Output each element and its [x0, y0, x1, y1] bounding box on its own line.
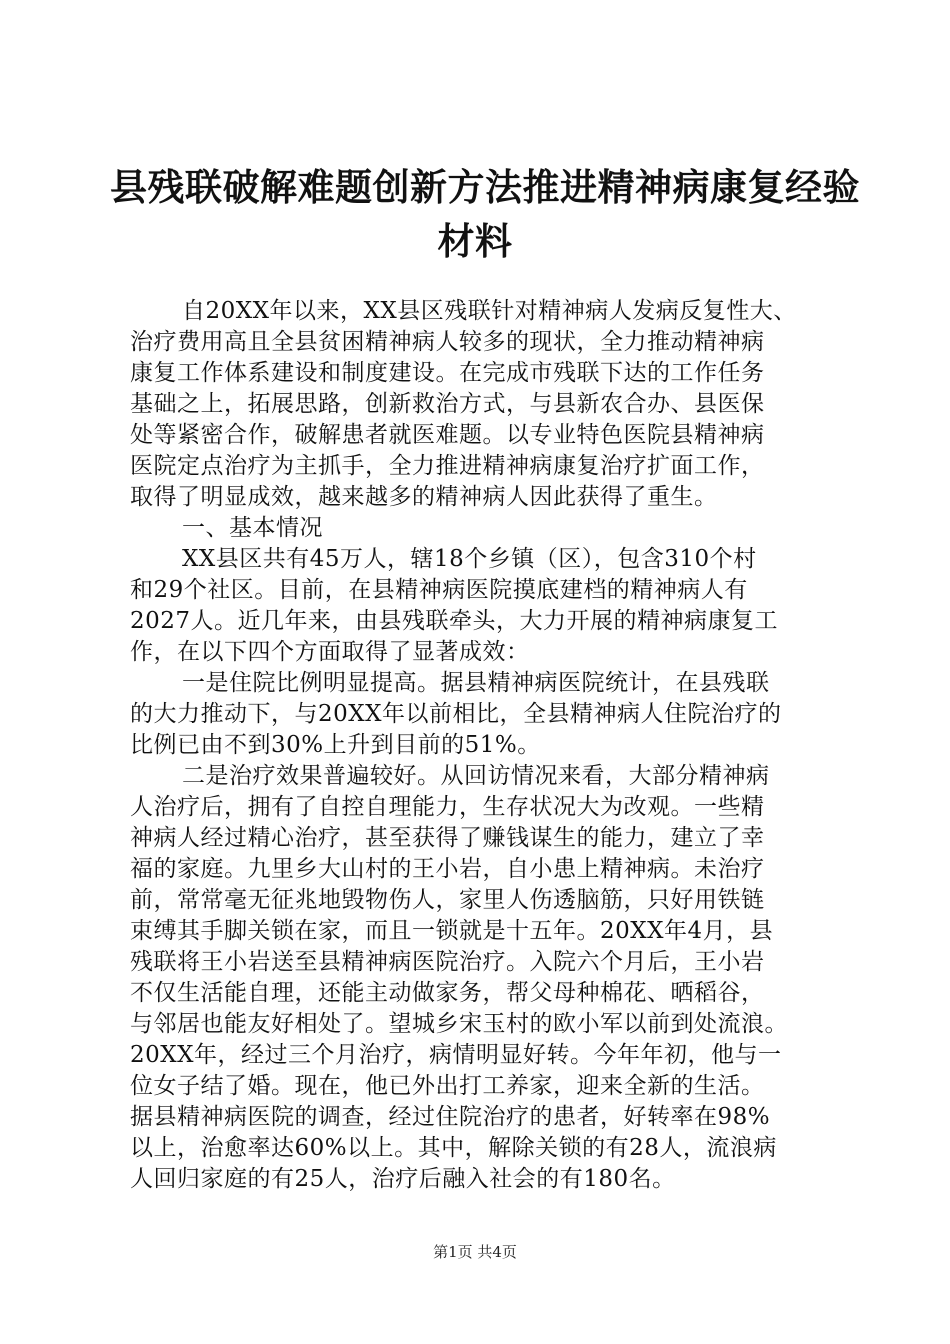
body-line: 一是住院比例明显提高。据县精神病医院统计，在县残联	[182, 670, 770, 696]
page-footer: 第1页 共4页	[433, 1243, 517, 1261]
body-line: 位女子结了婚。现在，他已外出打工养家，迎来全新的生活。	[130, 1073, 765, 1099]
section-heading: 一、基本情况	[182, 515, 323, 541]
body-line: 残联将王小岩送至县精神病医院治疗。入院六个月后，王小岩	[130, 949, 765, 975]
body-line: 神病人经过精心治疗，甚至获得了赚钱谋生的能力，建立了幸	[130, 825, 765, 851]
body-line: XX县区共有45万人，辖18个乡镇（区），包含310个村	[182, 546, 757, 572]
body-line: 福的家庭。九里乡大山村的王小岩，自小患上精神病。未治疗	[130, 856, 765, 882]
body-line: 束缚其手脚关锁在家，而且一锁就是十五年。20XX年4月，县	[130, 918, 774, 944]
body-line: 2027人。近几年来，由县残联牵头，大力开展的精神病康复工	[130, 608, 779, 634]
body-line: 康复工作体系建设和制度建设。在完成市残联下达的工作任务	[130, 360, 765, 386]
body-line: 以上，治愈率达60%以上。其中，解除关锁的有28人，流浪病	[130, 1135, 777, 1161]
body-line: 治疗费用高且全县贫困精神病人较多的现状，全力推动精神病	[130, 329, 765, 355]
body-line: 和29个社区。目前，在县精神病医院摸底建档的精神病人有	[130, 577, 748, 603]
body-line: 处等紧密合作，破解患者就医难题。以专业特色医院县精神病	[130, 422, 765, 448]
body-line: 比例已由不到30%上升到目前的51%。	[130, 732, 541, 758]
body-line: 医院定点治疗为主抓手，全力推进精神病康复治疗扩面工作，	[130, 453, 765, 479]
body-line: 与邻居也能友好相处了。望城乡宋玉村的欧小军以前到处流浪。	[130, 1011, 788, 1037]
body-line: 据县精神病医院的调查，经过住院治疗的患者，好转率在98%	[130, 1104, 771, 1130]
body-line: 人回归家庭的有25人，治疗后融入社会的有180名。	[130, 1166, 676, 1192]
body-line: 自20XX年以来，XX县区残联针对精神病人发病反复性大、	[182, 298, 797, 324]
body-line: 不仅生活能自理，还能主动做家务，帮父母种棉花、晒稻谷，	[130, 980, 765, 1006]
body-line: 取得了明显成效，越来越多的精神病人因此获得了重生。	[130, 484, 718, 510]
body-line: 基础之上，拓展思路，创新救治方式，与县新农合办、县医保	[130, 391, 765, 417]
body-line: 的大力推动下，与20XX年以前相比，全县精神病人住院治疗的	[130, 701, 782, 727]
body-line: 人治疗后，拥有了自控自理能力，生存状况大为改观。一些精	[130, 794, 765, 820]
body-line: 作，在以下四个方面取得了显著成效：	[130, 639, 530, 665]
document-title-line2: 材料	[437, 220, 513, 263]
body-line: 前，常常毫无征兆地毁物伤人，家里人伤透脑筋，只好用铁链	[130, 887, 765, 913]
document-title-line1: 县残联破解难题创新方法推进精神病康复经验	[110, 166, 860, 209]
document-body	[130, 296, 830, 1195]
body-line: 20XX年，经过三个月治疗，病情明显好转。今年年初，他与一	[130, 1042, 782, 1068]
body-line: 二是治疗效果普遍较好。从回访情况来看，大部分精神病	[182, 763, 770, 789]
